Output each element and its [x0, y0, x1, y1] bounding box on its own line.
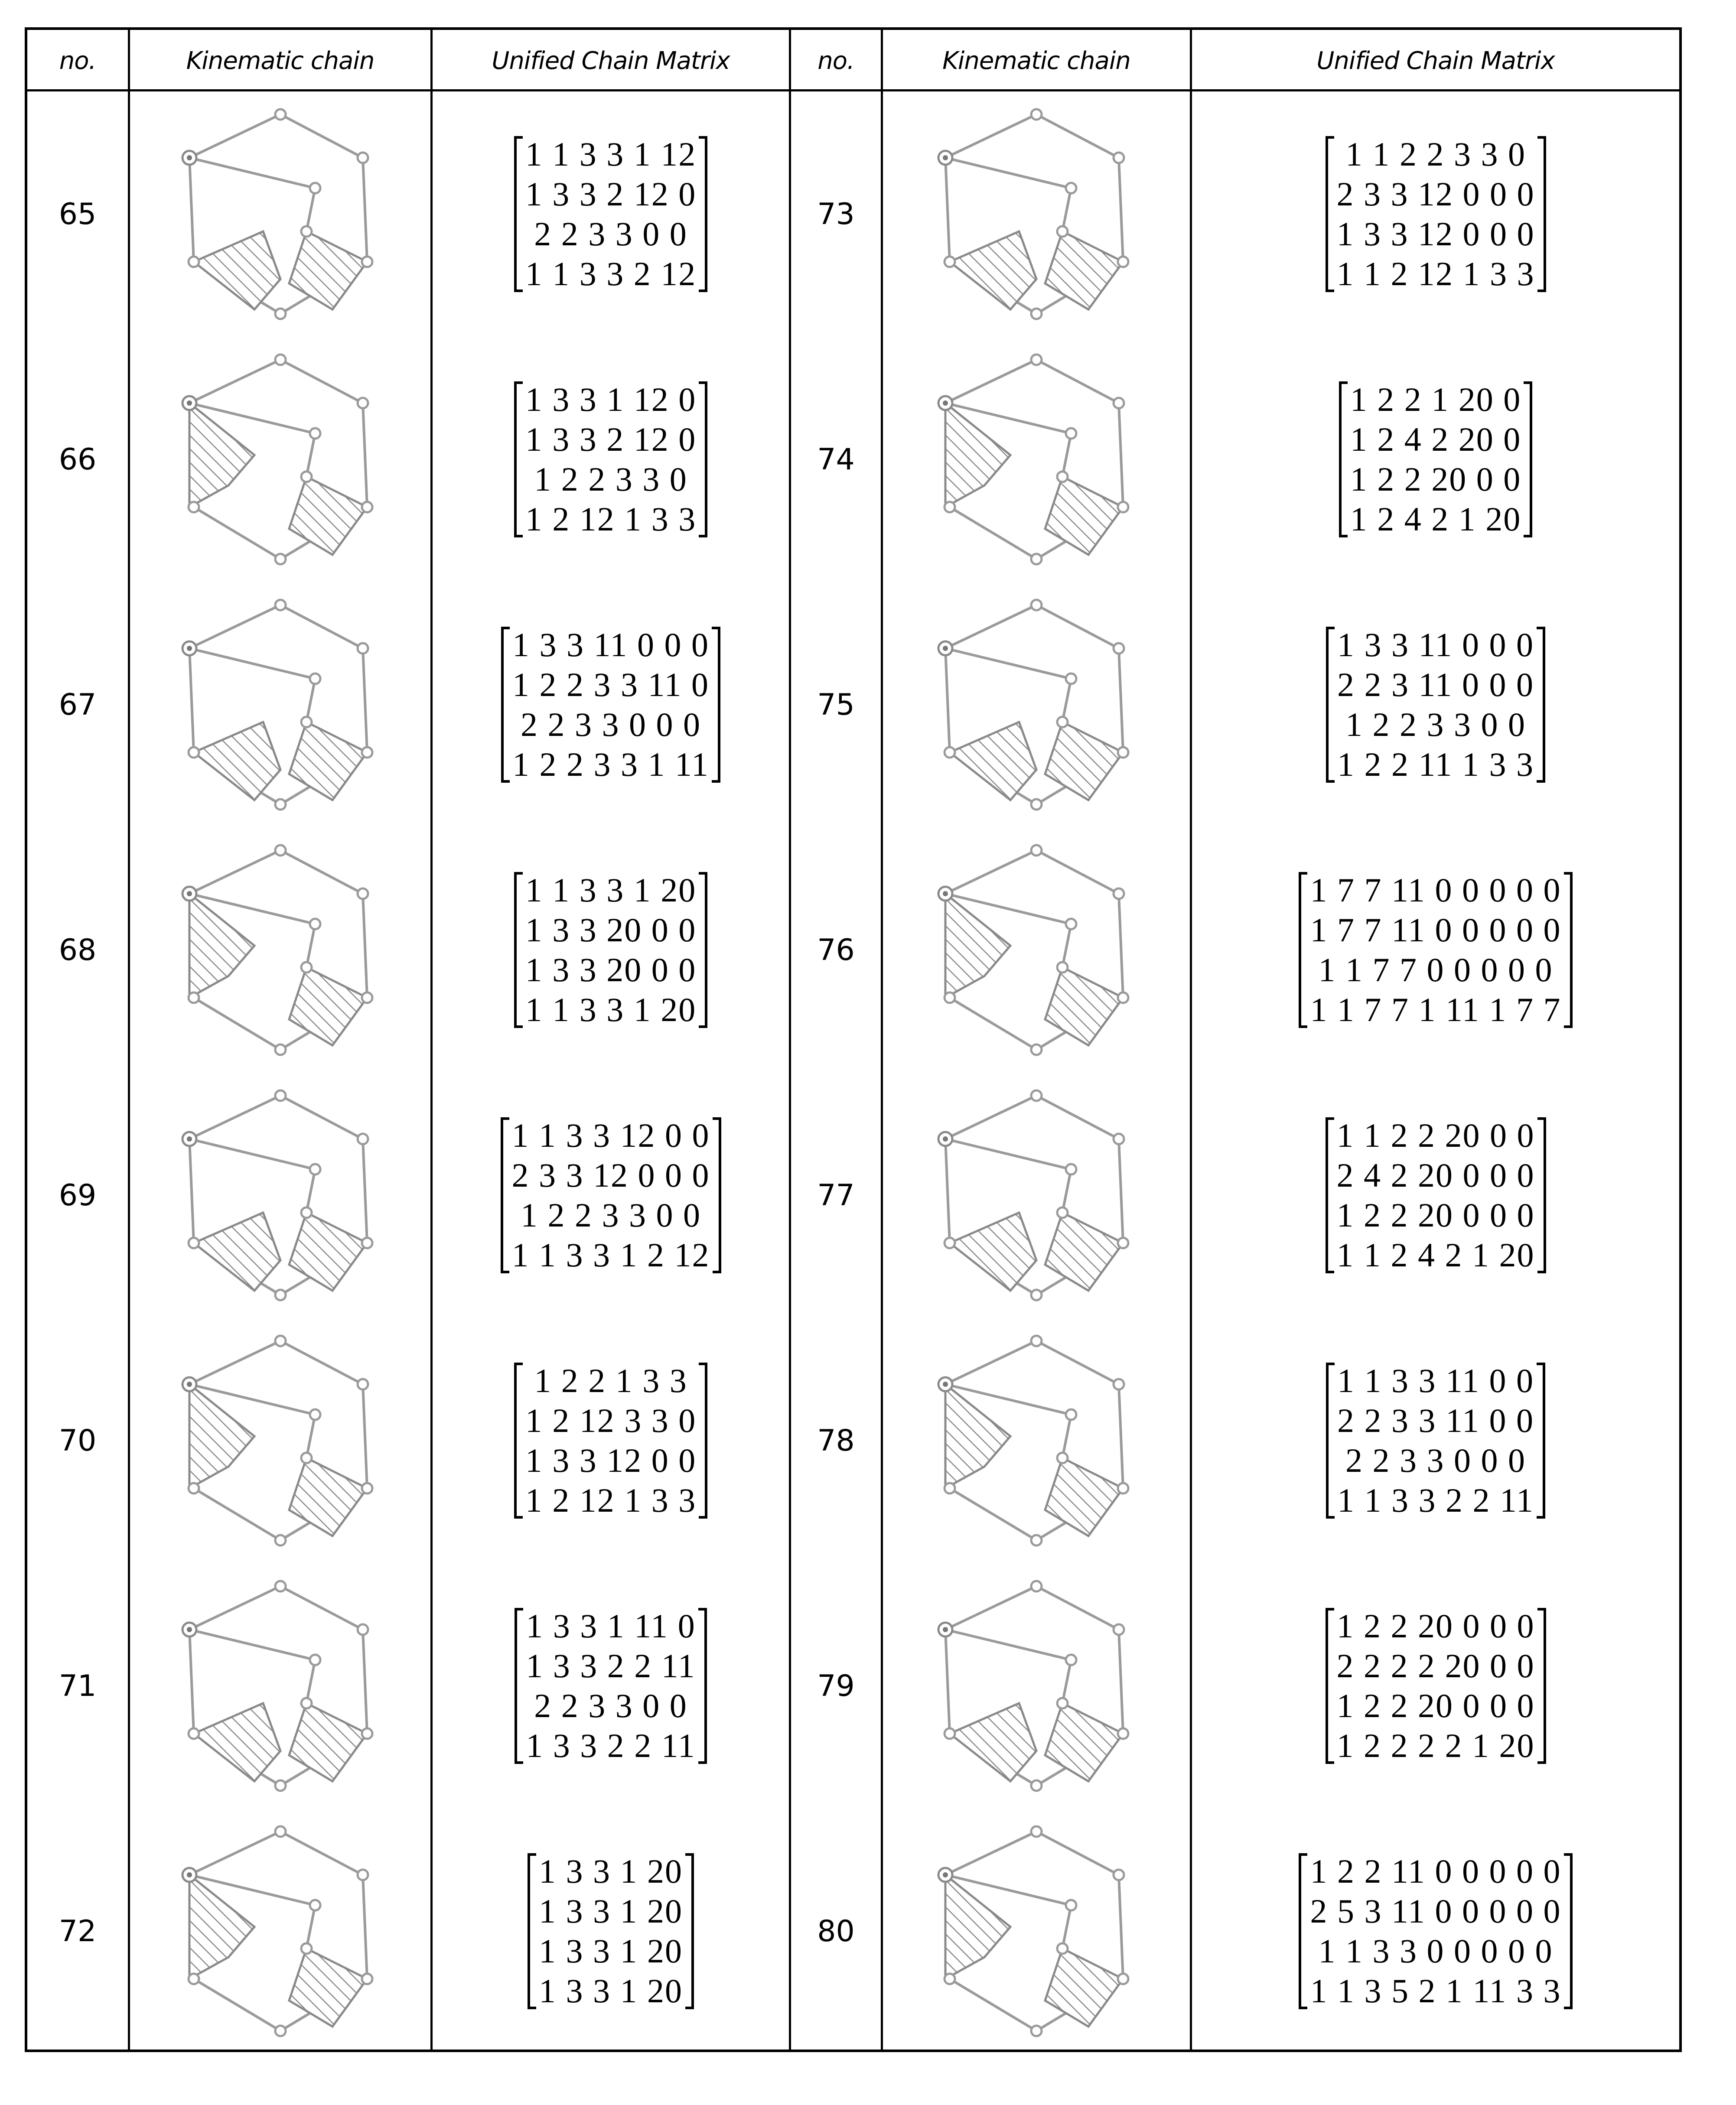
matrix-row: 1 3 3 1 12 0 [525, 381, 697, 418]
matrix [1326, 1116, 1546, 1275]
matrix-row: 1 3 3 20 0 0 [525, 951, 697, 989]
chain-number: 68 [59, 933, 97, 967]
matrix-row: 2 2 3 3 0 0 [534, 1687, 687, 1724]
kinematic-chain-cell [130, 1318, 430, 1563]
kinematic-chain-cell [130, 827, 430, 1073]
chain-number: 72 [59, 1914, 97, 1949]
matrix-row: 1 2 2 11 1 3 3 [1337, 745, 1534, 783]
matrix-row: 2 2 2 2 20 0 0 [1336, 1647, 1535, 1685]
kinematic-chain-cell [883, 337, 1190, 582]
matrix-row: 1 2 2 3 3 1 11 [512, 745, 710, 783]
matrix-row: 2 2 3 3 0 0 [534, 215, 687, 253]
unified-chain-matrix-cell [433, 827, 789, 1073]
header-no-left: no. [59, 46, 96, 75]
unified-chain-matrix-cell [1192, 1073, 1679, 1318]
unified-chain-matrix-cell [1192, 337, 1679, 582]
chain-number: 74 [817, 442, 855, 477]
header-no-right: no. [818, 46, 854, 75]
matrix-row: 2 3 3 12 0 0 0 [511, 1156, 710, 1194]
matrix-row: 1 1 3 3 11 0 0 [1337, 1362, 1534, 1399]
unified-chain-matrix-cell [1192, 827, 1679, 1073]
matrix-row: 1 2 12 1 3 3 [525, 500, 697, 538]
matrix-row: 1 1 3 3 0 0 0 0 0 [1318, 1932, 1553, 1970]
chain-number: 77 [817, 1178, 855, 1213]
kinematic-chain-diagram-icon [915, 1324, 1158, 1558]
unified-chain-matrix-cell [433, 1073, 789, 1318]
matrix [1299, 1851, 1572, 2011]
matrix-row: 1 3 3 11 0 0 0 [512, 626, 710, 664]
chain-number: 80 [817, 1914, 855, 1949]
matrix-row: 1 3 3 1 20 [539, 1852, 683, 1890]
matrix-row: 1 3 3 12 0 0 [525, 1441, 697, 1479]
kinematic-chain-cell [883, 91, 1190, 337]
matrix-row: 1 3 3 2 2 11 [526, 1727, 696, 1764]
kinematic-chain-cell [130, 337, 430, 582]
header-matrix-left: Unified Chain Matrix [492, 46, 730, 75]
matrix [1326, 134, 1546, 294]
kinematic-chain-diagram-icon [915, 1814, 1158, 2048]
matrix-row: 1 2 2 20 0 0 0 [1336, 1607, 1535, 1645]
matrix-row: 1 2 2 20 0 0 [1350, 460, 1521, 498]
matrix-row: 1 2 2 3 3 0 [534, 460, 687, 498]
matrix-row: 1 1 3 3 1 20 [525, 991, 697, 1028]
matrix [514, 134, 708, 294]
kinematic-chain-diagram-icon [159, 1324, 402, 1558]
kinematic-chain-cell [130, 1809, 430, 2054]
matrix-row: 1 2 4 2 1 20 [1350, 500, 1521, 538]
matrix-row: 1 1 3 3 2 2 11 [1337, 1481, 1534, 1519]
matrix-row: 1 3 3 2 12 0 [525, 420, 697, 458]
matrix-row: 2 2 3 11 0 0 0 [1337, 666, 1534, 703]
kinematic-chain-cell [883, 827, 1190, 1073]
kinematic-chain-diagram-icon [915, 1569, 1158, 1803]
matrix [514, 1361, 708, 1520]
matrix-row: 1 3 3 2 12 0 [525, 175, 697, 213]
kinematic-chain-diagram-icon [159, 342, 402, 576]
matrix-row: 1 3 3 12 0 0 0 [1336, 215, 1535, 253]
matrix-row: 1 1 2 2 20 0 0 [1336, 1116, 1535, 1154]
unified-chain-matrix-cell [433, 582, 789, 827]
matrix-row: 1 2 2 20 0 0 0 [1336, 1687, 1535, 1724]
kinematic-chain-cell [130, 582, 430, 827]
kinematic-chain-diagram-icon [159, 1814, 402, 2048]
matrix [1326, 1606, 1546, 1766]
matrix [501, 625, 720, 784]
kinematic-chain-diagram-icon [159, 1078, 402, 1312]
chain-matrix-table [25, 27, 1682, 2052]
matrix-row: 1 1 3 3 1 2 12 [511, 1236, 710, 1274]
matrix-row: 1 1 3 3 1 12 [525, 135, 697, 173]
kinematic-chain-cell [883, 1809, 1190, 2054]
kinematic-chain-cell [130, 91, 430, 337]
matrix-row: 1 3 3 1 20 [539, 1892, 683, 1930]
kinematic-chain-cell [883, 582, 1190, 827]
matrix-row: 1 3 3 1 20 [539, 1932, 683, 1970]
matrix [514, 870, 708, 1030]
matrix-row: 1 7 7 11 0 0 0 0 0 [1310, 911, 1561, 949]
kinematic-chain-diagram-icon [159, 1569, 402, 1803]
matrix-row: 1 1 2 2 3 3 0 [1345, 135, 1526, 173]
matrix-row: 1 1 2 4 2 1 20 [1336, 1236, 1535, 1274]
kinematic-chain-cell [883, 1318, 1190, 1563]
kinematic-chain-diagram-icon [915, 833, 1158, 1067]
unified-chain-matrix-cell [433, 1563, 789, 1809]
matrix-row: 1 1 3 5 2 1 11 3 3 [1310, 1972, 1561, 2010]
matrix-row: 1 2 12 1 3 3 [525, 1481, 697, 1519]
kinematic-chain-diagram-icon [159, 588, 402, 822]
unified-chain-matrix-cell [433, 91, 789, 337]
kinematic-chain-diagram-icon [915, 342, 1158, 576]
matrix-row: 2 4 2 20 0 0 0 [1336, 1156, 1535, 1194]
header-kinematic-chain-right: Kinematic chain [942, 46, 1130, 75]
unified-chain-matrix-cell [1192, 1563, 1679, 1809]
matrix-row: 2 3 3 12 0 0 0 [1336, 175, 1535, 213]
matrix [1299, 870, 1572, 1030]
matrix-row: 1 3 3 20 0 0 [525, 911, 697, 949]
kinematic-chain-cell [130, 1563, 430, 1809]
matrix-row: 1 2 2 1 20 0 [1350, 381, 1521, 418]
kinematic-chain-diagram-icon [159, 97, 402, 331]
matrix-row: 1 2 2 11 0 0 0 0 0 [1310, 1852, 1561, 1890]
matrix [501, 1116, 721, 1275]
matrix-row: 1 1 3 3 2 12 [525, 255, 697, 293]
matrix-row: 1 2 12 3 3 0 [525, 1402, 697, 1439]
chain-number: 75 [817, 687, 855, 722]
matrix-row: 1 2 2 20 0 0 0 [1336, 1196, 1535, 1234]
unified-chain-matrix-cell [1192, 1318, 1679, 1563]
kinematic-chain-diagram-icon [159, 833, 402, 1067]
matrix-row: 1 1 7 7 0 0 0 0 0 [1318, 951, 1553, 989]
chain-number: 69 [59, 1178, 97, 1213]
matrix-row: 1 1 3 3 1 20 [525, 871, 697, 909]
kinematic-chain-diagram-icon [915, 1078, 1158, 1312]
matrix-row: 1 7 7 11 0 0 0 0 0 [1310, 871, 1561, 909]
matrix-row: 1 3 3 11 0 0 0 [1337, 626, 1534, 664]
kinematic-chain-cell [130, 1073, 430, 1318]
matrix-row: 1 1 7 7 1 11 1 7 7 [1310, 991, 1561, 1028]
matrix-row: 2 2 3 3 11 0 0 [1337, 1402, 1534, 1439]
chain-number: 66 [59, 442, 97, 477]
kinematic-chain-cell [883, 1563, 1190, 1809]
matrix-row: 1 2 4 2 20 0 [1350, 420, 1521, 458]
unified-chain-matrix-cell [433, 1809, 789, 2054]
matrix-row: 1 2 2 3 3 0 0 [1345, 706, 1526, 743]
matrix-row: 1 1 3 3 12 0 0 [511, 1116, 710, 1154]
matrix [528, 1851, 694, 2011]
matrix-row: 1 1 2 12 1 3 3 [1336, 255, 1535, 293]
kinematic-chain-diagram-icon [915, 97, 1158, 331]
chain-number: 76 [817, 933, 855, 967]
matrix [1326, 1361, 1545, 1520]
chain-number: 78 [817, 1423, 855, 1458]
chain-number: 65 [59, 197, 97, 231]
matrix-row: 2 5 3 11 0 0 0 0 0 [1310, 1892, 1561, 1930]
header-matrix-right: Unified Chain Matrix [1316, 46, 1555, 75]
matrix [1326, 625, 1545, 784]
matrix [515, 1606, 707, 1766]
unified-chain-matrix-cell [433, 337, 789, 582]
matrix-row: 1 3 3 2 2 11 [526, 1647, 696, 1685]
unified-chain-matrix-cell [1192, 1809, 1679, 2054]
kinematic-chain-cell [883, 1073, 1190, 1318]
matrix-row: 2 2 3 3 0 0 0 [520, 706, 701, 743]
matrix-row: 1 3 3 1 11 0 [526, 1607, 696, 1645]
unified-chain-matrix-cell [433, 1318, 789, 1563]
matrix-row: 1 2 2 1 3 3 [534, 1362, 687, 1399]
unified-chain-matrix-cell [1192, 91, 1679, 337]
chain-number: 79 [817, 1669, 855, 1703]
matrix-row: 1 2 2 3 3 11 0 [512, 666, 710, 703]
matrix-row: 1 2 2 2 2 1 20 [1336, 1727, 1535, 1764]
matrix-row: 2 2 3 3 0 0 0 [1345, 1441, 1526, 1479]
kinematic-chain-diagram-icon [915, 588, 1158, 822]
chain-number: 73 [817, 197, 855, 231]
matrix-row: 1 3 3 1 20 [539, 1972, 683, 2010]
chain-number: 67 [59, 687, 97, 722]
header-kinematic-chain-left: Kinematic chain [186, 46, 375, 75]
chain-number: 70 [59, 1423, 97, 1458]
matrix [514, 380, 708, 539]
chain-number: 71 [59, 1669, 97, 1703]
matrix-row: 1 2 2 3 3 0 0 [521, 1196, 701, 1234]
unified-chain-matrix-cell [1192, 582, 1679, 827]
matrix [1339, 380, 1533, 539]
